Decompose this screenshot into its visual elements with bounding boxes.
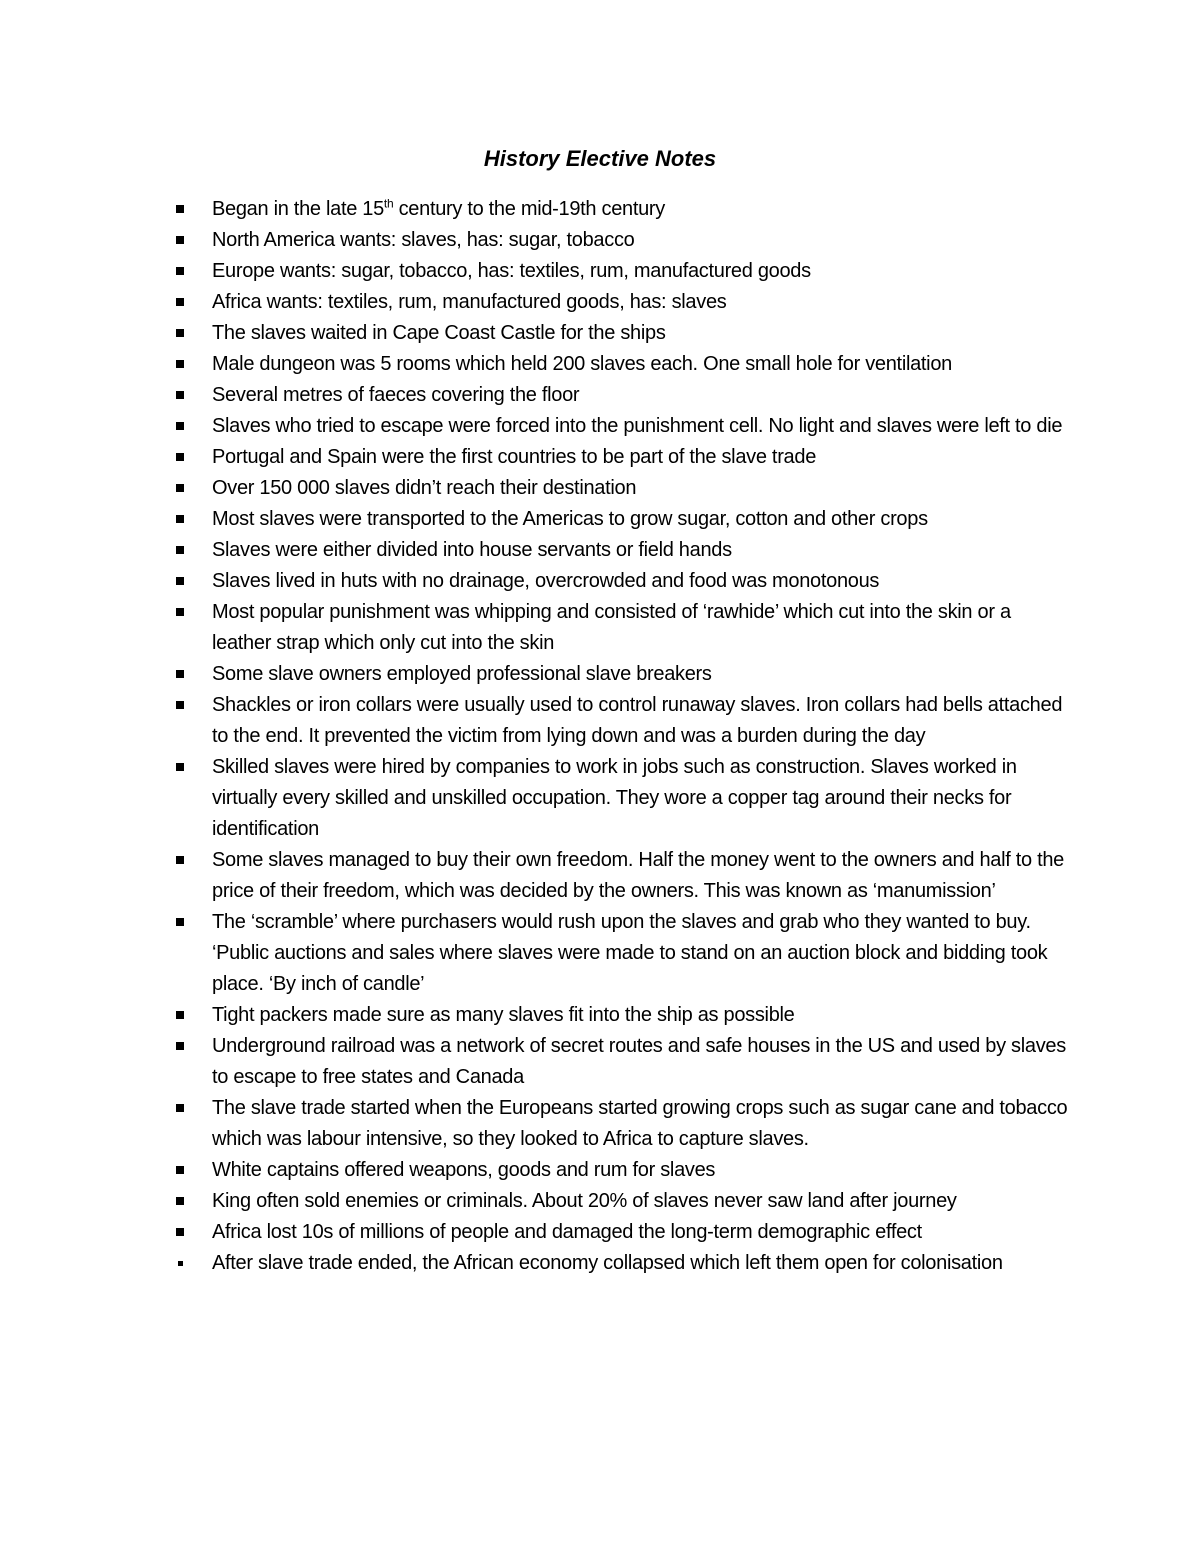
list-item-text: The ‘scramble’ where purchasers would rush upon the slaves and grab who they wanted to buy. ‘Public auctions and sales where slaves were made to stand on an auction block and bidding took place. ‘By inch of candle’ — [212, 911, 1048, 995]
list-item-text: Slaves who tried to escape were forced into the punishment cell. No light and slaves were left to die — [212, 415, 1063, 437]
list-item — [212, 287, 1072, 318]
list-item-text: After slave trade ended, the African economy collapsed which left them open for colonisation — [212, 1252, 1003, 1274]
list-item-text-continued: century to the mid-19th century — [393, 198, 665, 220]
square-bullet-icon — [176, 918, 184, 926]
list-item — [212, 473, 1072, 504]
list-item-text: Began in the late 15 — [212, 198, 384, 220]
square-bullet-icon — [176, 267, 184, 275]
list-item-text: The slaves waited in Cape Coast Castle for the ships — [212, 322, 666, 344]
list-item — [212, 349, 1072, 380]
list-item — [212, 194, 1072, 225]
list-item — [212, 845, 1072, 907]
square-bullet-icon — [176, 422, 184, 430]
list-item — [212, 752, 1072, 845]
list-item — [212, 1031, 1072, 1093]
list-item-text: Portugal and Spain were the first countries to be part of the slave trade — [212, 446, 817, 468]
square-bullet-icon — [176, 453, 184, 461]
list-item — [212, 566, 1072, 597]
list-item — [212, 597, 1072, 659]
list-item — [212, 1093, 1072, 1155]
list-item — [212, 1186, 1072, 1217]
notes-list — [212, 194, 1072, 1279]
square-bullet-icon — [176, 546, 184, 554]
square-bullet-icon — [176, 856, 184, 864]
square-bullet-icon — [176, 484, 184, 492]
square-bullet-icon — [176, 1228, 184, 1236]
square-bullet-icon — [176, 360, 184, 368]
list-item — [212, 1000, 1072, 1031]
list-item — [212, 659, 1072, 690]
list-item-text: Africa lost 10s of millions of people and damaged the long-term demographic effect — [212, 1221, 922, 1243]
square-bullet-icon — [176, 577, 184, 585]
list-item — [212, 411, 1072, 442]
square-bullet-icon — [176, 515, 184, 523]
square-bullet-icon — [176, 298, 184, 306]
square-bullet-icon — [176, 1104, 184, 1112]
list-item-text: Male dungeon was 5 rooms which held 200 slaves each. One small hole for ventilation — [212, 353, 952, 375]
list-item-text: Shackles or iron collars were usually used to control runaway slaves. Iron collars had bells attached to the end. It prevented the victim from lying down and was a burden during the day — [212, 694, 1063, 747]
list-item — [212, 442, 1072, 473]
superscript-text: th — [383, 196, 394, 211]
list-item-text: Some slaves managed to buy their own freedom. Half the money went to the owners and half to the price of their freedom, which was decided by the owners. This was known as ‘manumission’ — [212, 849, 1064, 902]
list-item — [212, 504, 1072, 535]
list-item-text: White captains offered weapons, goods and rum for slaves — [212, 1159, 716, 1181]
list-item-text: Some slave owners employed professional slave breakers — [212, 663, 712, 685]
list-item-text: Europe wants: sugar, tobacco, has: textiles, rum, manufactured goods — [212, 260, 811, 282]
square-bullet-icon — [176, 670, 184, 678]
square-bullet-icon — [176, 236, 184, 244]
list-item-text: North America wants: slaves, has: sugar, tobacco — [212, 229, 635, 251]
list-item-text: Over 150 000 slaves didn’t reach their destination — [212, 477, 637, 499]
list-item — [212, 380, 1072, 411]
list-item-text: Africa wants: textiles, rum, manufactured goods, has: slaves — [212, 291, 727, 313]
list-item — [212, 225, 1072, 256]
square-bullet-icon — [176, 1166, 184, 1174]
list-item — [212, 256, 1072, 287]
square-bullet-icon — [176, 608, 184, 616]
square-bullet-icon — [176, 205, 184, 213]
document-title: History Elective Notes — [483, 146, 717, 171]
list-item-text: Skilled slaves were hired by companies to work in jobs such as construction. Slaves worked in virtually every skilled and unskilled occupation. They wore a copper tag around their necks for identification — [212, 756, 1017, 840]
list-item-text: Several metres of faeces covering the floor — [212, 384, 580, 406]
square-bullet-icon — [176, 1042, 184, 1050]
square-bullet-icon — [178, 1261, 183, 1266]
square-bullet-icon — [176, 391, 184, 399]
square-bullet-icon — [176, 701, 184, 709]
list-item-text: Slaves lived in huts with no drainage, overcrowded and food was monotonous — [212, 570, 880, 592]
list-item-text: Tight packers made sure as many slaves fit into the ship as possible — [212, 1004, 795, 1026]
list-item-text: King often sold enemies or criminals. About 20% of slaves never saw land after journey — [212, 1190, 957, 1212]
square-bullet-icon — [176, 329, 184, 337]
list-item — [212, 1248, 1072, 1279]
list-item-text: Slaves were either divided into house servants or field hands — [212, 539, 732, 561]
square-bullet-icon — [176, 763, 184, 771]
list-item-text: Underground railroad was a network of secret routes and safe houses in the US and used by slaves to escape to free states and Canada — [212, 1035, 1066, 1088]
list-item — [212, 318, 1072, 349]
list-item — [212, 907, 1072, 1000]
list-item — [212, 690, 1072, 752]
list-item-text: The slave trade started when the Europeans started growing crops such as sugar cane and tobacco which was labour intensive, so they looked to Africa to capture slaves. — [212, 1097, 1068, 1150]
square-bullet-icon — [176, 1197, 184, 1205]
list-item-text: Most popular punishment was whipping and consisted of ‘rawhide’ which cut into the skin or a leather strap which only cut into the skin — [212, 601, 1011, 654]
square-bullet-icon — [176, 1011, 184, 1019]
list-item — [212, 1217, 1072, 1248]
list-item — [212, 535, 1072, 566]
list-item-text: Most slaves were transported to the Americas to grow sugar, cotton and other crops — [212, 508, 928, 530]
list-item — [212, 1155, 1072, 1186]
